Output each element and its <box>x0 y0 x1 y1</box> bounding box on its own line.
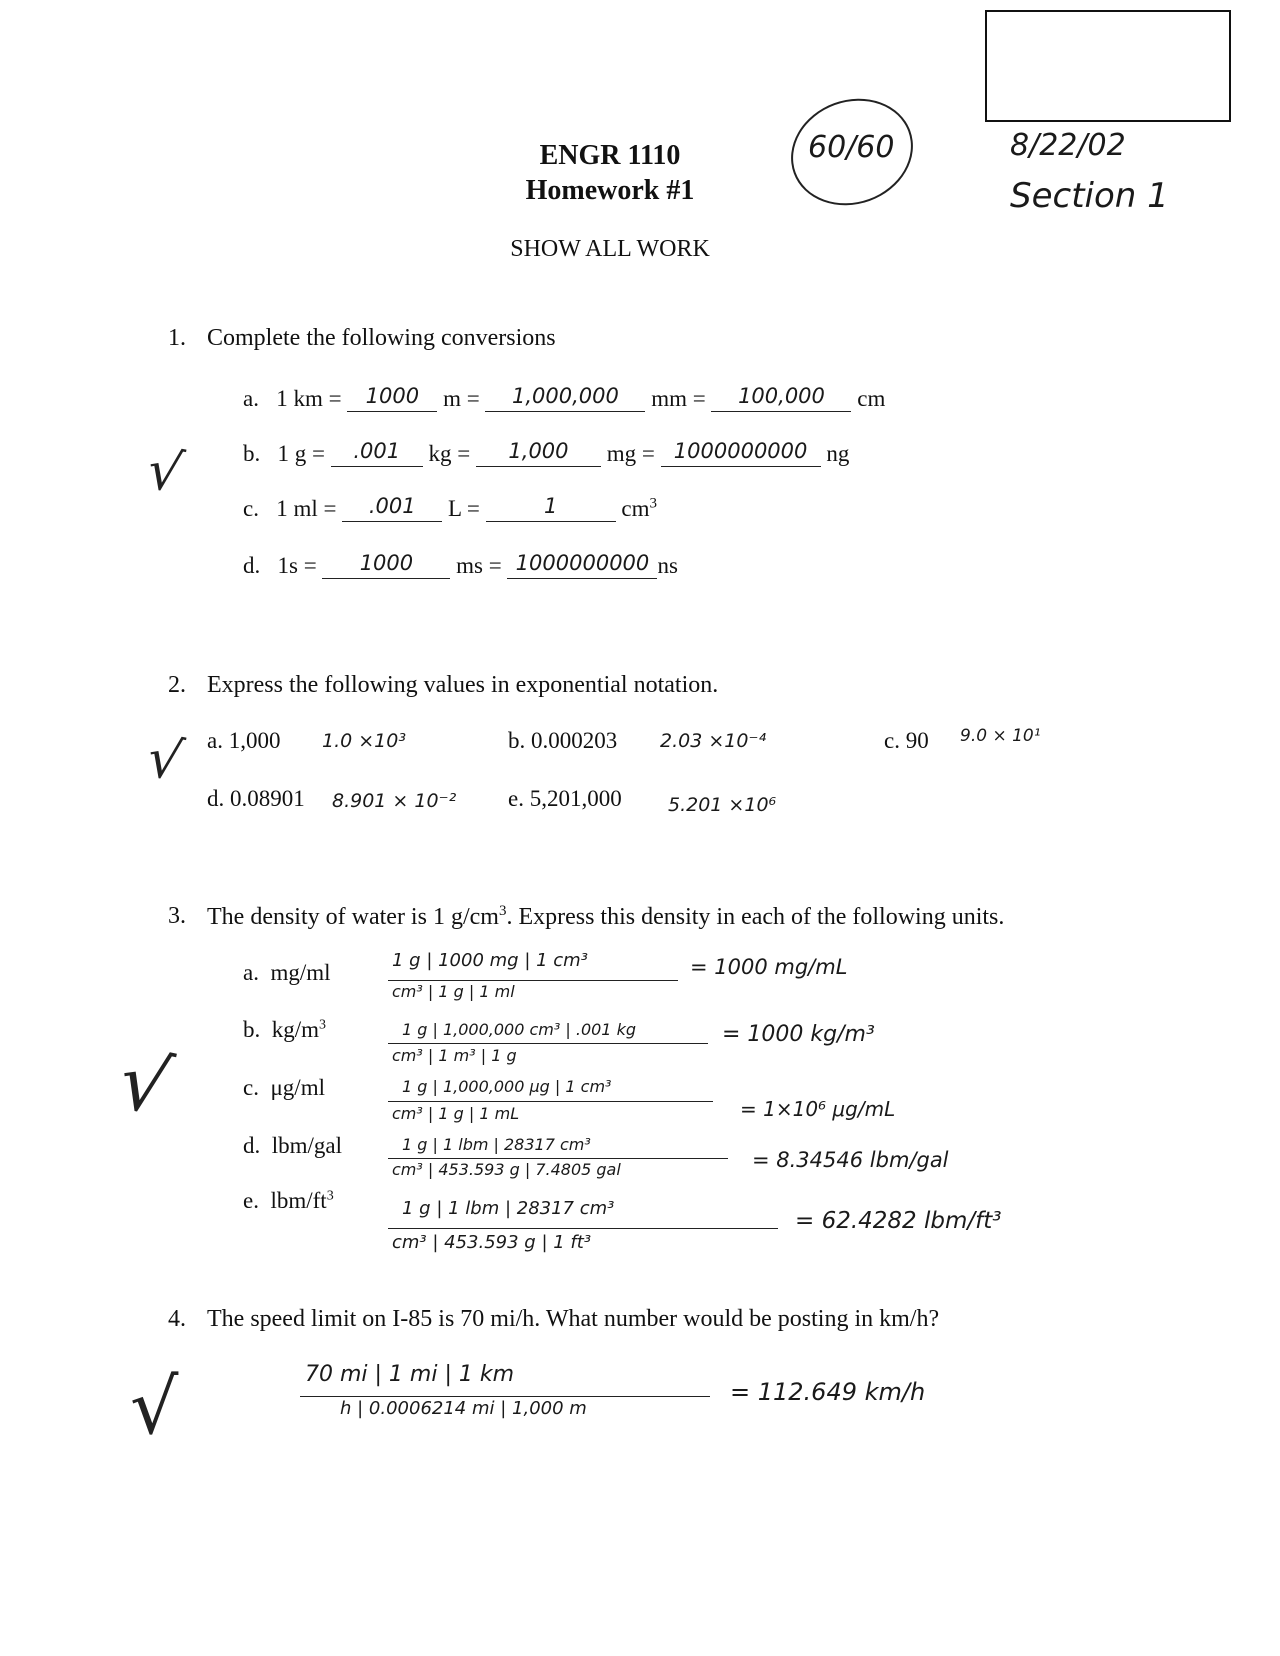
q4-check-icon: √ <box>130 1362 179 1451</box>
q1c-u2: cm <box>621 496 650 521</box>
q1b-v3: 1000000000 <box>673 439 808 463</box>
q1b-u1: kg = <box>428 441 471 466</box>
q3d-work-bottom: cm³ | 453.593 g | 7.4805 gal <box>392 1160 621 1179</box>
q4-work-bottom: h | 0.0006214 mi | 1,000 m <box>340 1398 587 1419</box>
q3b-work-top: 1 g | 1,000,000 cm³ | .001 kg <box>402 1020 636 1039</box>
q3b-unit: kg/m <box>271 1017 320 1042</box>
q3-check-icon: √ <box>111 1035 179 1135</box>
q3c-label <box>243 1075 325 1101</box>
q1b-v1: .001 <box>353 439 401 463</box>
q3d-letter: d. <box>243 1133 261 1158</box>
q3e-result: = 62.4282 lbm/ft³ <box>795 1208 1002 1234</box>
q3e-work-top: 1 g | 1 lbm | 28317 cm³ <box>402 1198 615 1219</box>
q1d-u2: ns <box>657 553 678 578</box>
q3d-label <box>243 1133 342 1159</box>
q3c-letter: c. <box>243 1075 259 1100</box>
date-handwritten: 8/22/02 <box>1010 128 1126 163</box>
q1a-lead: 1 km = <box>276 386 342 411</box>
q3e-work-bottom: cm³ | 453.593 g | 1 ft³ <box>392 1232 592 1253</box>
q1a-blank3 <box>711 383 851 412</box>
q1-row-d <box>243 550 678 579</box>
q3d-unit: lbm/gal <box>271 1133 343 1158</box>
q1-row-c <box>243 493 657 522</box>
q3b-fraction-line <box>388 1043 708 1044</box>
q3b-label <box>243 1017 326 1043</box>
q3b-result: = 1000 kg/m³ <box>722 1022 875 1047</box>
q1a-v2: 1,000,000 <box>512 384 619 408</box>
q1c-sup: 3 <box>649 495 658 512</box>
q1a-blank1 <box>347 383 437 412</box>
course-title: ENGR 1110 <box>539 140 681 171</box>
q3d-fraction-line <box>388 1158 728 1159</box>
q1d-label: d. <box>243 553 261 578</box>
q1c-v2: 1 <box>543 494 558 518</box>
q4-result: = 112.649 km/h <box>730 1378 926 1406</box>
q2c-answer: 9.0 × 10¹ <box>960 726 1041 746</box>
q1-prompt: Complete the following conversions <box>207 325 556 351</box>
q3-prompt-b: . Express this density in each of the following units. <box>506 904 1005 930</box>
q3a-result: = 1000 mg/mL <box>690 955 848 979</box>
q3e-letter: e. <box>243 1188 259 1213</box>
q1d-blank1 <box>322 550 450 579</box>
q4-fraction-line <box>300 1396 710 1397</box>
q1-row-a <box>243 383 885 412</box>
q1c-label: c. <box>243 496 259 521</box>
q3b-work-bottom: cm³ | 1 m³ | 1 g <box>392 1046 517 1065</box>
q1-number: 1. <box>168 325 186 351</box>
score-text: 60/60 <box>808 130 895 165</box>
q3a-work-bottom: cm³ | 1 g | 1 ml <box>392 982 515 1001</box>
grade-box <box>985 10 1231 122</box>
q3a-fraction-line <box>388 980 678 981</box>
q1a-v1: 1000 <box>365 384 420 408</box>
q3e-unit: lbm/ft <box>270 1188 327 1213</box>
q1a-v3: 100,000 <box>738 384 825 408</box>
q1-row-b <box>243 438 849 467</box>
q1b-v2: 1,000 <box>508 439 569 463</box>
q1d-lead: 1s = <box>277 553 317 578</box>
q3c-unit: μg/ml <box>270 1075 325 1100</box>
q2-check-icon: √ <box>142 725 188 794</box>
q3-prompt-a: The density of water is 1 g/cm <box>207 904 499 930</box>
q3b-letter: b. <box>243 1017 261 1042</box>
q2-prompt: Express the following values in exponential notation. <box>207 672 719 698</box>
q1c-blank2 <box>486 493 616 522</box>
q1a-u1: m = <box>443 386 480 411</box>
q1b-blank2 <box>476 438 601 467</box>
q2a-label: a. 1,000 <box>207 728 281 753</box>
q1a-u2: mm = <box>651 386 706 411</box>
q1c-blank1 <box>342 493 442 522</box>
q2b-label: b. 0.000203 <box>508 728 618 753</box>
q3-prompt-sup: 3 <box>498 903 507 919</box>
q3c-work-bottom: cm³ | 1 g | 1 mL <box>392 1104 520 1123</box>
q3a-letter: a. <box>243 960 259 985</box>
q1b-lead: 1 g = <box>277 441 325 466</box>
q4-number: 4. <box>168 1306 186 1332</box>
instruction: SHOW ALL WORK <box>510 236 710 262</box>
q2-number: 2. <box>168 672 186 698</box>
q2c-label: c. 90 <box>884 728 929 753</box>
q1d-blank2 <box>507 550 657 579</box>
section-handwritten: Section 1 <box>1010 176 1169 216</box>
q4-work-top: 70 mi | 1 mi | 1 km <box>305 1362 515 1387</box>
q3a-work-top: 1 g | 1000 mg | 1 cm³ <box>392 950 588 971</box>
q1c-u1: L = <box>447 496 480 521</box>
q1b-label: b. <box>243 441 261 466</box>
q3a-unit: mg/ml <box>270 960 331 985</box>
q3e-sup: 3 <box>326 1188 334 1204</box>
q1c-lead: 1 ml = <box>276 496 337 521</box>
q3c-work-top: 1 g | 1,000,000 μg | 1 cm³ <box>402 1077 612 1096</box>
q4-prompt: The speed limit on I-85 is 70 mi/h. What number would be posting in km/h? <box>207 1306 940 1332</box>
q2b-answer: 2.03 ×10⁻⁴ <box>660 730 767 752</box>
q1c-v1: .001 <box>368 494 416 518</box>
q1-check-icon: √ <box>142 437 188 506</box>
q1d-v1: 1000 <box>359 551 414 575</box>
q3e-fraction-line <box>388 1228 778 1229</box>
q2d-answer: 8.901 × 10⁻² <box>332 790 457 812</box>
q2e-label: e. 5,201,000 <box>508 786 622 811</box>
q2a-answer: 1.0 ×10³ <box>322 730 406 752</box>
q1a-blank2 <box>485 383 645 412</box>
q3-number: 3. <box>168 903 186 929</box>
q1b-blank1 <box>331 438 423 467</box>
q1b-u3: ng <box>826 441 850 466</box>
q3d-result: = 8.34546 lbm/gal <box>752 1148 949 1172</box>
q3c-result: = 1×10⁶ μg/mL <box>740 1097 896 1121</box>
q1b-u2: mg = <box>606 441 655 466</box>
q3b-sup: 3 <box>319 1017 327 1033</box>
q3e-label <box>243 1188 334 1214</box>
q3c-fraction-line <box>388 1101 713 1102</box>
q1b-blank3 <box>661 438 821 467</box>
q2d-label: d. 0.08901 <box>207 786 305 811</box>
assignment-title: Homework #1 <box>525 175 695 206</box>
q1a-label: a. <box>243 386 259 411</box>
q3d-work-top: 1 g | 1 lbm | 28317 cm³ <box>402 1135 591 1154</box>
q1d-v2: 1000000000 <box>515 551 650 575</box>
q1a-u3: cm <box>857 386 886 411</box>
q2e-answer: 5.201 ×10⁶ <box>668 794 777 816</box>
q3-prompt <box>207 903 1004 931</box>
q3a-label <box>243 960 331 986</box>
q1d-u1: ms = <box>456 553 502 578</box>
